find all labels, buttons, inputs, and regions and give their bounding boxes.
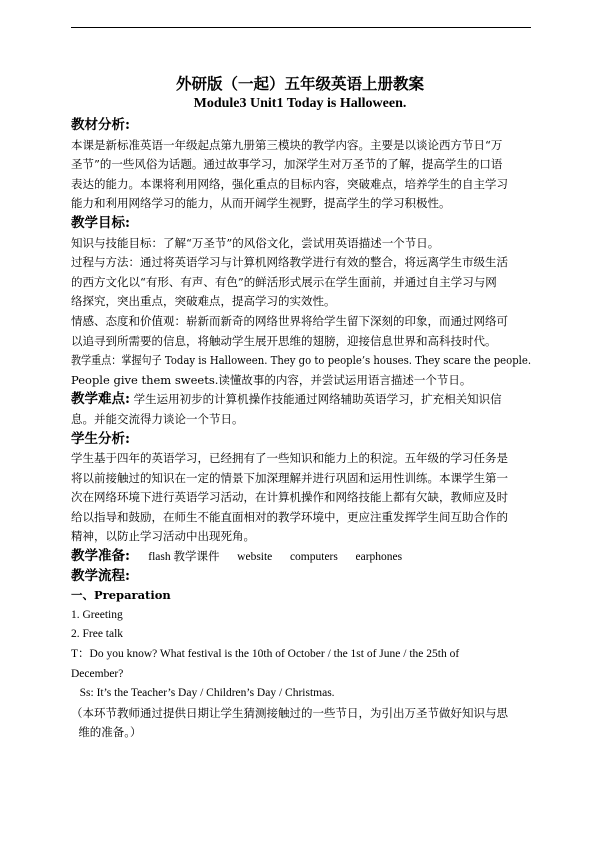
section-heading-materials: 教材分析: <box>71 117 130 133</box>
prep-item: computers <box>289 551 338 564</box>
paragraph-line: 络探究，突出重点，突破难点，提高学习的实效性。 <box>71 294 336 309</box>
prep-line <box>71 547 531 567</box>
document-subtitle: Module3 Unit1 Today is Halloween. <box>193 96 407 111</box>
prep-item: earphones <box>355 551 403 564</box>
step-greeting: 1. Greeting <box>71 608 123 621</box>
section-heading-goals: 教学目标: <box>71 214 130 231</box>
section-heading-difficulty: 教学难点: <box>71 391 130 408</box>
paragraph-line: 能力和利用网络学习的能力，从而开阔学生视野，提高学生的学习积极性。 <box>71 196 451 211</box>
difficulty-line: 教学难点: 学生运用初步的计算机操作技能通过网络辅助英语学习，扩充相关知识信 <box>71 391 502 408</box>
paragraph-line: 给以指导和鼓励，在师生不能直面相对的教学环境中，更应注重发挥学生间互助合作的 <box>71 509 508 524</box>
paragraph-line: 圣节”的一些风俗为话题。通过故事学习，加深学生对万圣节的了解，提高学生的口语 <box>71 157 503 172</box>
dialogue-students: Ss: It’s the Teacher’s Day / Children’s Day / Christmas. <box>79 687 335 700</box>
document-body <box>71 116 531 743</box>
document-title: 外研版（一起）五年级英语上册教案 <box>175 74 424 93</box>
note-line: 维的准备。） <box>78 725 142 740</box>
section-heading-process: 教学流程: <box>71 567 130 584</box>
dialogue-teacher-cont: December? <box>71 667 124 680</box>
paragraph-line: 情感、态度和价值观：崭新而新奇的网络世界将给学生留下深刻的印象，而通过网络可 <box>71 313 508 328</box>
prep-item: flash 教学课件 <box>148 551 220 564</box>
paragraph-line: 过程与方法：通过将英语学习与计算机网络教学进行有效的整合，将远离学生市级生活 <box>71 255 508 270</box>
paragraph-line: 教学重点：掌握句子 Today is Halloween. They go to people’s houses. They scare the people. <box>71 353 532 368</box>
paragraph-line: People give them sweets.读懂故事的内容，并尝试运用语言描述一个节日。 <box>71 372 472 387</box>
paragraph-line: 精神，以防止学习活动中出现死角。 <box>71 529 255 544</box>
paragraph-line: 的西方文化以“有形、有声、有色”的鲜活形式展示在学生面前，并通过自主学习与网 <box>71 274 497 289</box>
note-line: （本环节教师通过提供日期让学生猜测接触过的一些节日，为引出万圣节做好知识与思 <box>71 705 508 720</box>
paragraph-line: 知识与技能目标：了解“万圣节”的风俗文化，尝试用英语描述一个节日。 <box>71 235 440 250</box>
part-heading-preparation: 一、Preparation <box>71 588 171 603</box>
dialogue-teacher: T：Do you know? What festival is the 10th of October / the 1st of June / the 25th of <box>71 648 460 661</box>
section-heading-students: 学生分析: <box>71 430 130 447</box>
paragraph-line: 学生基于四年的英语学习，已经拥有了一些知识和能力上的积淀。五年级的学习任务是 <box>71 451 508 466</box>
section-heading-prep: 教学准备: <box>71 548 130 565</box>
prep-item: website <box>237 551 273 564</box>
paragraph-line: 次在网络环境下进行英语学习活动，在计算机操作和网络技能上都有欠缺，教师应及时 <box>71 490 508 505</box>
header-rule <box>71 27 531 28</box>
paragraph-line: 息。并能交流得力谈论一个节日。 <box>71 411 244 426</box>
paragraph-line: 本课是新标准英语一年级起点第九册第三模块的教学内容。主要是以谈论西方节日“万 <box>71 137 503 152</box>
paragraph-line: 将以前接触过的知识在一定的情景下加深理解并进行巩固和运用性训练。本课学生第一 <box>71 470 508 485</box>
paragraph-line: 以追寻到所需要的信息，将触动学生展开思维的翅膀，迎接信息世界和高科技时代。 <box>71 333 497 348</box>
paragraph-line: 表达的能力。本课将利用网络，强化重点的目标内容，突破难点，培养学生的自主学习 <box>71 176 508 191</box>
step-free-talk: 2. Free talk <box>71 628 124 641</box>
